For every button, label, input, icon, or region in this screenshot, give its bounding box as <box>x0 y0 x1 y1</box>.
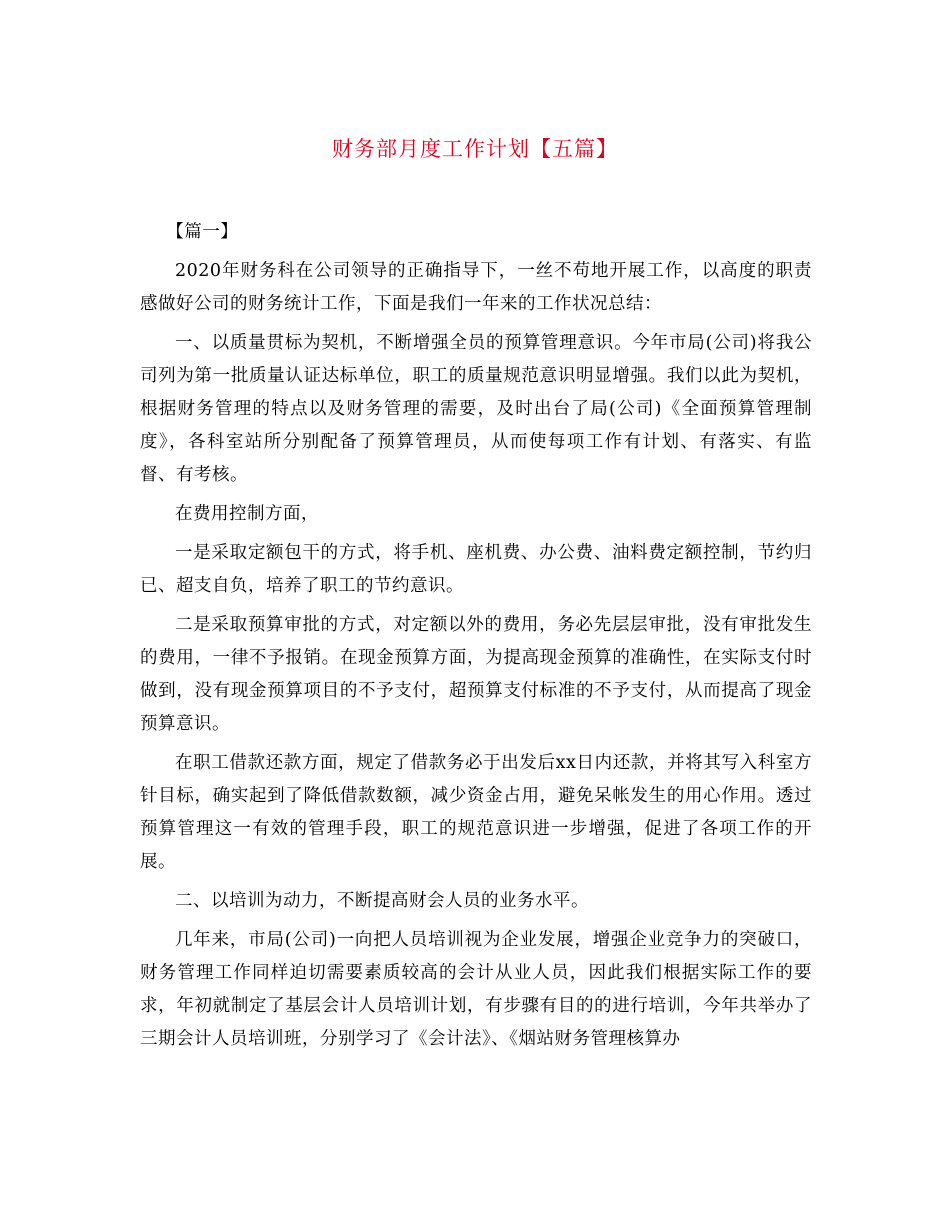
paragraph: 二是采取预算审批的方式，对定额以外的费用，务必先层层审批，没有审批发生的费用，一律不予报销。在现金预算方面，为提高现金预算的准确性，在实际支付时做到，没有现金预算项目的不予支付，超预算支付标准的不予支付，从而提高了现金预算意识。 <box>140 615 812 734</box>
paragraph: 二、以培训为动力，不断提高财会人员的业务水平。 <box>175 891 589 911</box>
paragraph: 在费用控制方面， <box>175 504 319 524</box>
paragraph: 几年来，市局(公司)一向把人员培训视为企业发展，增强企业竞争力的突破口，财务管理工作同样迫切需要素质较高的会计从业人员，因此我们根据实际工作的要求，年初就制定了基层会计人员培训计划，有步骤有目的的进行培训，今年共举办了三期会计人员培训班，分别学习了《会计法》、《烟站财务管理核算办 <box>140 930 812 1049</box>
document-body <box>140 216 812 1062</box>
document-title: 财务部月度工作计划【五篇】 <box>332 137 618 161</box>
section-heading: 【篇一】 <box>166 222 239 242</box>
paragraph: 一是采取定额包干的方式，将手机、座机费、办公费、油料费定额控制，节约归已、超支自负，培养了职工的节约意识。 <box>140 543 812 596</box>
paragraph: 一、以质量贯标为契机，不断增强全员的预算管理意识。今年市局(公司)将我公司列为第一批质量认证达标单位，职工的质量规范意识明显增强。我们以此为契机，根据财务管理的特点以及财务管理的需要，及时出台了局(公司)《全面预算管理制度》，各科室站所分别配备了预算管理员，从而使每项工作有计划、有落实、有监督、有考核。 <box>140 333 812 485</box>
paragraph: 2020年财务科在公司领导的正确指导下，一丝不苟地开展工作，以高度的职责感做好公司的财务统计工作，下面是我们一年来的工作状况总结： <box>140 261 812 314</box>
paragraph: 在职工借款还款方面，规定了借款务必于出发后xx日内还款，并将其写入科室方针目标，确实起到了降低借款数额，减少资金占用，避免呆帐发生的用心作用。透过预算管理这一有效的管理手段，职工的规范意识进一步增强，促进了各项工作的开展。 <box>140 753 812 872</box>
